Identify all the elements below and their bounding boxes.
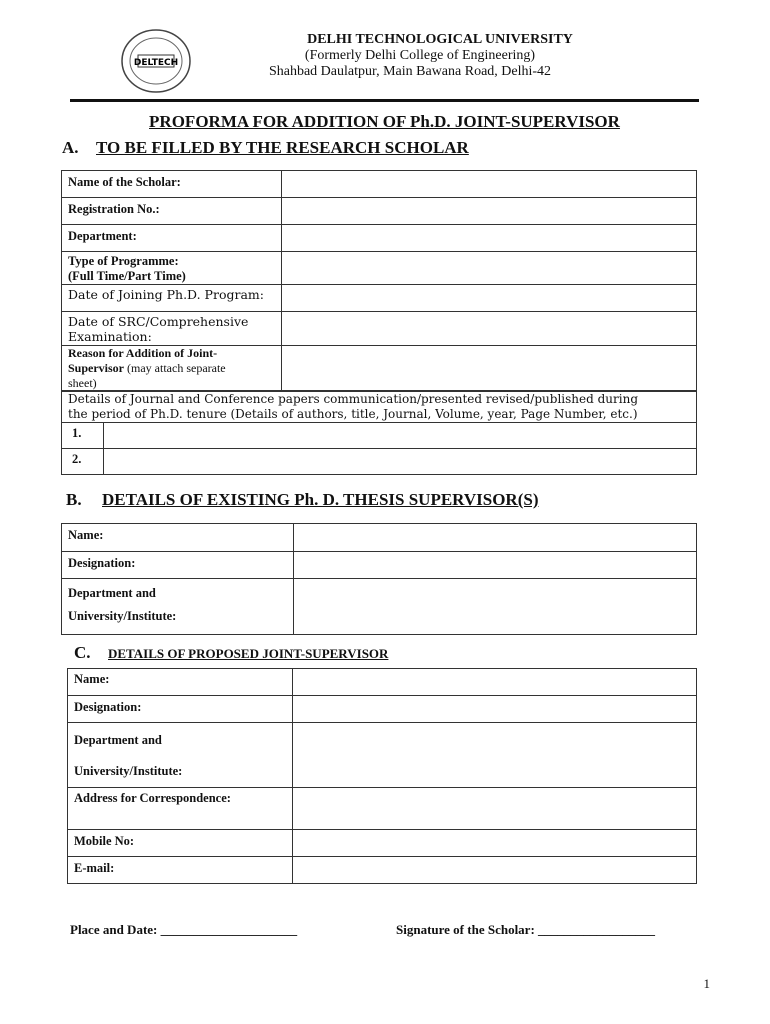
label-email: E-mail:	[68, 857, 293, 884]
scholar-name-field[interactable]	[282, 171, 697, 198]
label-src-date	[62, 312, 282, 346]
proposed-name-field[interactable]	[293, 669, 697, 696]
section-b-heading: DETAILS OF EXISTING Ph. D. THESIS SUPERVISOR(S)	[102, 490, 539, 509]
signature-line[interactable]: Signature of the Scholar: __________________	[396, 922, 656, 937]
reason-line3: sheet)	[68, 376, 97, 390]
paper-row-number: 1.	[62, 423, 104, 449]
existing-dept-line1: Department and	[68, 586, 156, 600]
reason-note: (may attach separate	[124, 361, 226, 375]
existing-supervisor-table	[61, 523, 697, 635]
header-divider	[70, 99, 699, 102]
programme-type-line2: (Full Time/Part Time)	[68, 269, 186, 283]
university-name: DELHI TECHNOLOGICAL UNIVERSITY	[307, 32, 573, 47]
label-mobile: Mobile No:	[68, 830, 293, 857]
label-programme-type	[62, 252, 282, 285]
registration-field[interactable]	[282, 198, 697, 225]
place-date-line[interactable]: Place and Date: _____________________	[70, 922, 298, 937]
existing-name-field[interactable]	[294, 524, 697, 552]
proposed-designation-field[interactable]	[293, 696, 697, 723]
label-joining-date: Date of Joining Ph.D. Program:	[62, 285, 282, 312]
label-existing-designation: Designation:	[62, 552, 294, 579]
papers-instructions	[62, 391, 697, 423]
src-date-field[interactable]	[282, 312, 697, 346]
label-existing-name: Name:	[62, 524, 294, 552]
scholar-details-table	[61, 170, 697, 392]
university-address: Shahbad Daulatpur, Main Bawana Road, Delhi-42	[268, 64, 552, 79]
label-proposed-name: Name:	[68, 669, 293, 696]
existing-dept-line2: University/Institute:	[68, 609, 177, 623]
papers-line2: the period of Ph.D. tenure (Details of authors, title, Journal, Volume, year, Page Number, etc.)	[68, 407, 638, 421]
mobile-field[interactable]	[293, 830, 697, 857]
section-b-letter: B.	[66, 490, 82, 509]
programme-type-line1: Type of Programme:	[68, 254, 179, 268]
label-proposed-designation: Designation:	[68, 696, 293, 723]
label-scholar-name: Name of the Scholar:	[62, 171, 282, 198]
reason-bold: Supervisor	[68, 361, 125, 375]
paper-row-number: 2.	[62, 449, 104, 475]
address-field[interactable]	[293, 788, 697, 830]
section-c-heading: DETAILS OF PROPOSED JOINT-SUPERVISOR	[108, 646, 389, 661]
proposed-dept-line1: Department and	[74, 733, 162, 747]
proposed-supervisor-table	[67, 668, 697, 884]
paper-row-field[interactable]	[104, 423, 697, 449]
src-line2: Examination:	[68, 329, 152, 344]
programme-type-field[interactable]	[282, 252, 697, 285]
proposed-dept-field[interactable]	[293, 723, 697, 788]
page-number: 1	[703, 976, 710, 991]
logo-text: DELTECH	[133, 58, 179, 68]
label-department: Department:	[62, 225, 282, 252]
email-field[interactable]	[293, 857, 697, 884]
papers-table	[61, 390, 697, 475]
section-a-heading: TO BE FILLED BY THE RESEARCH SCHOLAR	[96, 138, 469, 157]
reason-field[interactable]	[282, 346, 697, 392]
src-line1: Date of SRC/Comprehensive	[68, 314, 249, 329]
label-existing-dept	[62, 579, 294, 635]
proposed-dept-line2: University/Institute:	[74, 764, 183, 778]
section-c-letter: C.	[74, 643, 91, 662]
label-registration: Registration No.:	[62, 198, 282, 225]
page-title: PROFORMA FOR ADDITION OF Ph.D. JOINT-SUPERVISOR	[149, 112, 620, 131]
paper-row-field[interactable]	[104, 449, 697, 475]
label-reason	[62, 346, 282, 392]
reason-line1: Reason for Addition of Joint-	[68, 346, 218, 360]
formerly-line: (Formerly Delhi College of Engineering)	[304, 48, 536, 63]
label-address: Address for Correspondence:	[68, 788, 293, 830]
joining-date-field[interactable]	[282, 285, 697, 312]
label-proposed-dept	[68, 723, 293, 788]
papers-line1: Details of Journal and Conference papers communication/presented revised/published during	[68, 392, 638, 406]
existing-dept-field[interactable]	[294, 579, 697, 635]
section-a-letter: A.	[62, 138, 79, 157]
existing-designation-field[interactable]	[294, 552, 697, 579]
department-field[interactable]	[282, 225, 697, 252]
